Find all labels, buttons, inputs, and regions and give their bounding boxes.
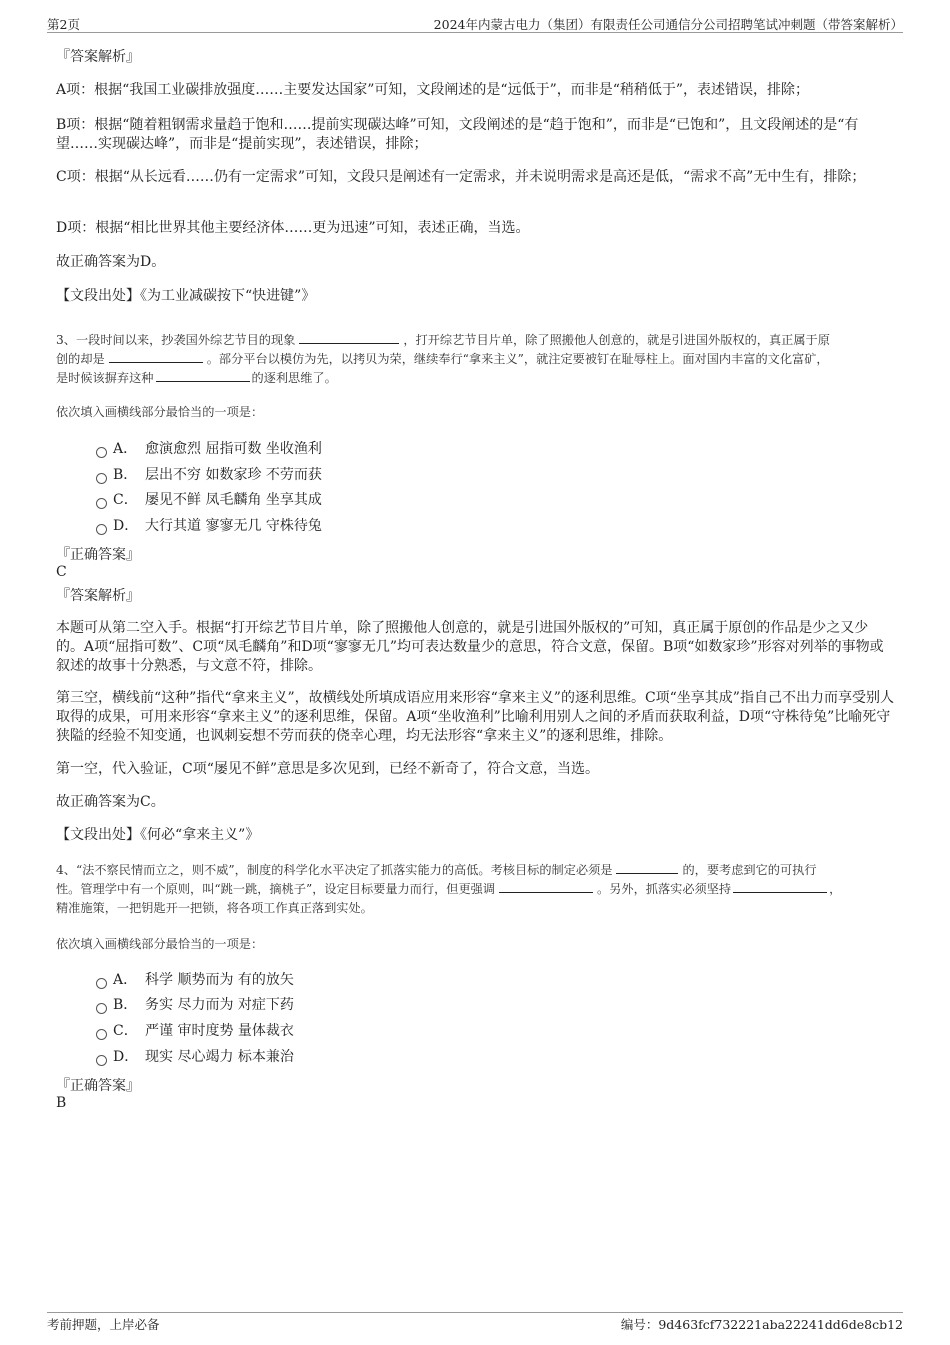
page-footer <box>47 1312 903 1333</box>
q3-analysis-para2: 第三空，横线前“这种”指代“拿来主义”，故横线处所填成语应用来形容“拿来主义”的逐利思维。C项“坐享其成”指自己不出力而享受别人取得的成果，可用来形容“拿来主义”的逐利思维，保留。A项“坐收渔利”比喻利用别人之间的矛盾而获取利益，D项“守株待兔”比喻死守狭隘的经验不知变通，也讽刺妄想不劳而获的侥幸心理，均无法形容“拿来主义”的逐利思维，排除。 <box>56 690 894 744</box>
answer-blank <box>616 861 678 874</box>
prev-analysis-a: A项：根据“我国工业碳排放强度……主要发达国家”可知，文段阐述的是“远低于”，而非是“稍稍低于”，表述错误，排除； <box>56 82 810 98</box>
radio-icon[interactable] <box>96 1029 107 1040</box>
radio-icon[interactable] <box>96 524 107 535</box>
radio-icon[interactable] <box>96 978 107 989</box>
answer-blank <box>156 369 250 382</box>
answer-blank <box>299 331 399 344</box>
question-3-prompt: 依次填入画横线部分最恰当的一项是： <box>56 405 264 419</box>
q3-answer-label: 『正确答案』 <box>56 547 140 563</box>
q4-option-c[interactable]: C． 严谨 审时度势 量体裁衣 <box>96 1021 294 1041</box>
answer-blank <box>733 880 827 893</box>
q3-option-a[interactable]: A． 愈演愈烈 屈指可数 坐收渔利 <box>96 439 322 459</box>
prev-source: 【文段出处】《为工业减碳按下“快进键”》 <box>56 288 316 304</box>
prev-analysis-b: B项：根据“随着粗钢需求量趋于饱和……提前实现碳达峰”可知，文段阐述的是“趋于饱和”，而非是“已饱和”，且文段阐述的是“有望……实现碳达峰”，而非是“提前实现”，表述错误，排除； <box>56 117 859 152</box>
q3-option-c[interactable]: C． 屡见不鲜 凤毛麟角 坐享其成 <box>96 490 322 510</box>
q3-answer: C <box>56 564 67 580</box>
question-4-text: 4、“法不察民情而立之，则不威”，制度的科学化水平决定了抓落实能力的高低。考核目标的制定必须是 的，要考虑到它的可执行 性。管理学中有一个原则，叫“跳一跳，摘桃子”，设定目标要量力而行，但更强调 。另外，抓落实必须坚持 ， 精准施策，一把钥匙开一把锁，将各项工作真正落到实处。 <box>56 863 842 915</box>
footer-serial: 编号：9d463fcf732221aba22241dd6de8cb12 <box>620 1317 903 1332</box>
prev-conclusion: 故正确答案为D。 <box>56 254 166 270</box>
radio-icon[interactable] <box>96 498 107 509</box>
q3-source: 【文段出处】《何必“拿来主义”》 <box>56 827 260 843</box>
q3-jiexi-label: 『答案解析』 <box>56 588 140 604</box>
q3-analysis-para3: 第一空，代入验证，C项“屡见不鲜”意思是多次见到，已经不新奇了，符合文意，当选。 <box>56 761 600 777</box>
q4-option-d[interactable]: D． 现实 尽心竭力 标本兼治 <box>96 1047 294 1067</box>
radio-icon[interactable] <box>96 1055 107 1066</box>
radio-icon[interactable] <box>96 447 107 458</box>
prev-analysis-d: D项：根据“相比世界其他主要经济体……更为迅速”可知，表述正确，当选。 <box>56 220 530 236</box>
q3-option-d[interactable]: D． 大行其道 寥寥无几 守株待兔 <box>96 516 322 536</box>
radio-icon[interactable] <box>96 473 107 484</box>
q4-option-a[interactable]: A． 科学 顺势而为 有的放矢 <box>96 970 294 990</box>
radio-icon[interactable] <box>96 1003 107 1014</box>
q3-conclusion: 故正确答案为C。 <box>56 794 165 810</box>
question-3-text: 3、一段时间以来，抄袭国外综艺节目的现象 ，打开综艺节目片单，除了照搬他人创意的，就是引进国外版权的，真正属于原 创的却是 。部分平台以模仿为先，以拷贝为荣，继续奉行“拿来主义”，就注定要被钉在耻辱柱上。面对国内丰富的文化富矿， 是时候该摒弃这种 的逐利思维了。 <box>56 333 830 385</box>
document-title: 2024年内蒙古电力（集团）有限责任公司通信分公司招聘笔试冲刺题（带答案解析） <box>433 17 903 32</box>
page-header <box>47 14 903 33</box>
prev-jiexi-label: 『答案解析』 <box>56 49 140 65</box>
page-number: 第2页 <box>47 17 80 32</box>
q3-option-b[interactable]: B． 层出不穷 如数家珍 不劳而获 <box>96 465 322 485</box>
prev-analysis-c: C项：根据“从长远看……仍有一定需求”可知，文段只是阐述有一定需求，并未说明需求是高还是低，“需求不高”无中生有，排除； <box>56 169 866 185</box>
q4-answer-label: 『正确答案』 <box>56 1078 140 1094</box>
answer-blank <box>499 880 593 893</box>
q4-answer: B <box>56 1095 67 1111</box>
footer-slogan: 考前押题，上岸必备 <box>47 1317 160 1332</box>
answer-blank <box>109 350 203 363</box>
q3-analysis-para1: 本题可从第二空入手。根据“打开综艺节目片单，除了照搬他人创意的，就是引进国外版权的”可知，真正属于原创的作品是少之又少的。A项“屈指可数”、C项“凤毛麟角”和D项“寥寥无几”均可表达数量少的意思，符合文意，保留。B项“如数家珍”形容对列举的事物或叙述的故事十分熟悉，与文意不符，排除。 <box>56 620 884 674</box>
q4-option-b[interactable]: B． 务实 尽力而为 对症下药 <box>96 995 294 1015</box>
question-4-prompt: 依次填入画横线部分最恰当的一项是： <box>56 937 264 951</box>
